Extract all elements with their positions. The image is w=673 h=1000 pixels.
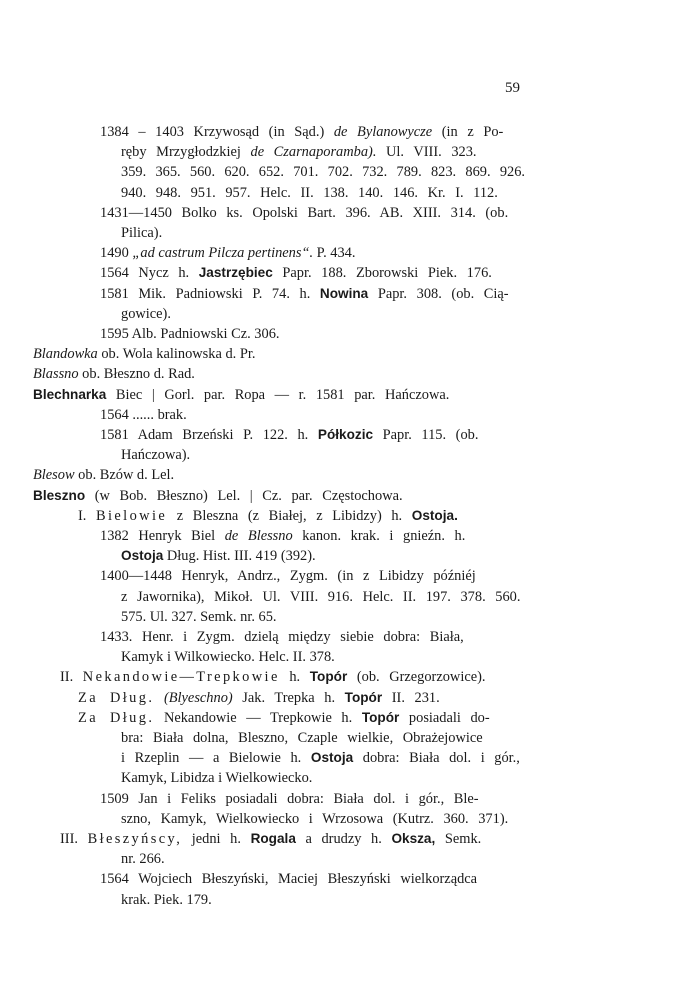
text-run: Nowina — [319, 285, 369, 301]
text-run: de Bylanowycze — [333, 124, 433, 140]
text-line — [33, 344, 255, 364]
text-run: nr. 266. — [121, 851, 165, 868]
text-run: krak. Piek. 179. — [121, 891, 212, 908]
text-run: 1509 Jan i Feliks posiadali dobra: Biała dol. i gór., Ble- — [100, 790, 479, 807]
text-run: Ostoja — [310, 750, 354, 766]
text-line — [100, 566, 476, 586]
text-run: ob. Bzów d. Lel. — [74, 467, 175, 484]
text-run: 1382 Henryk Biel — [100, 528, 225, 544]
text-run: 1595 Alb. Padniowski Cz. 306. — [100, 326, 280, 342]
text-run: Oksza, — [391, 831, 436, 846]
text-run: Bleszno — [33, 487, 86, 503]
text-run: dobra: Biała dol. i gór., — [353, 750, 520, 767]
text-line — [121, 304, 171, 324]
text-run: Półkozic — [317, 427, 374, 442]
text-run: II. — [60, 669, 83, 686]
text-run: Hańczowa). — [121, 447, 191, 464]
text-run: 359. 365. 560. 620. 652. 701. 702. 732. 789. 823. 869. 926. — [121, 164, 525, 181]
text-line — [121, 809, 508, 829]
text-run: gowice). — [121, 305, 171, 322]
text-line — [100, 324, 280, 344]
text-run: Papr. 308. (ob. Cią- — [368, 285, 509, 302]
text-line — [33, 465, 174, 485]
text-run: Blassno — [33, 366, 79, 383]
text-run: Blechnarka — [33, 386, 107, 402]
text-run: Za Dług. — [78, 709, 155, 726]
text-run — [154, 690, 164, 706]
text-run: 1433. Henr. i Zygm. dzielą między siebie dobra: Biała, — [100, 629, 464, 645]
text-run: Bielowie — [96, 507, 168, 524]
text-run: (in z Po- — [432, 124, 504, 140]
text-run: 1581 Mik. Padniowski P. 74. h. — [100, 285, 320, 302]
text-run: bra: Biała dolna, Bleszno, Czaple wielkie, Obrażejowice — [121, 730, 483, 746]
text-run: kanon. krak. i gnieźn. h. — [292, 528, 466, 544]
text-line — [100, 203, 508, 223]
text-run: Topór — [309, 669, 348, 685]
text-line — [100, 425, 478, 445]
text-run: Papr. 115. (ob. — [373, 427, 479, 443]
text-run: ręby Mrzygłodzkiej — [121, 144, 251, 161]
text-run: Jastrzębiec — [198, 265, 273, 281]
text-run: (w Bob. Błeszno) Lel. | Cz. par. Częstochowa. — [85, 487, 403, 504]
text-run: ob. Błeszno d. Rad. — [78, 366, 195, 383]
text-run: Jak. Trepka h. — [232, 689, 345, 706]
text-run: de Blessno — [224, 528, 293, 544]
text-run: P. 434. — [313, 245, 356, 262]
text-run: Kamyk, Libidza i Wielkowiecko. — [121, 770, 313, 787]
text-line — [100, 627, 464, 647]
text-run: Topór — [344, 689, 383, 705]
text-line — [100, 869, 477, 889]
text-run: h. — [279, 669, 310, 686]
text-line — [121, 162, 525, 182]
text-run: Błeszyńscy, — [87, 831, 183, 847]
text-run: Blandowka — [33, 346, 98, 363]
text-run: Nekandowie—Trepkowie — [82, 669, 280, 686]
text-line — [78, 688, 440, 708]
text-run: 1581 Adam Brzeński P. 122. h. — [100, 427, 318, 443]
text-run: Papr. 188. Zborowski Piek. 176. — [272, 265, 492, 282]
text-run: 940. 948. 951. 957. Helc. II. 138. 140. 146. Kr. I. 112. — [121, 184, 498, 201]
text-run: Kamyk i Wilkowiecko. Helc. II. 378. — [121, 649, 335, 666]
text-run: „ad castrum Pilcza pertinens“. — [132, 245, 314, 262]
text-run: de Czarnaporamba). — [250, 144, 377, 161]
text-line — [60, 829, 481, 849]
text-run: I. — [78, 507, 96, 524]
text-line — [121, 183, 498, 203]
text-run: z Jawornika), Mikoł. Ul. VIII. 916. Helc. II. 197. 378. 560. — [121, 588, 521, 605]
text-run: posiadali do- — [399, 709, 490, 726]
text-line — [121, 546, 316, 566]
text-run: 1564 ...... brak. — [100, 406, 187, 423]
text-run: ob. Wola kalinowska d. Pr. — [97, 346, 256, 363]
text-run: Ostoja. — [411, 507, 458, 523]
text-run: Blesow — [33, 467, 75, 484]
text-run: 1564 Nycz h. — [100, 265, 199, 282]
text-line — [121, 445, 190, 465]
text-line — [78, 708, 490, 728]
text-line — [121, 223, 162, 243]
text-run: 1490 — [100, 245, 133, 262]
page-number: 59 — [505, 80, 520, 96]
text-run: 575. Ul. 327. Semk. nr. 65. — [121, 608, 277, 625]
text-line — [100, 405, 187, 425]
text-run: 1400—1448 Henryk, Andrz., Zygm. (in z Libidzy późniéj — [100, 568, 476, 585]
text-run: Pilica). — [121, 225, 163, 241]
text-line — [100, 526, 465, 546]
text-line — [121, 890, 212, 910]
text-run: Za Dług. — [78, 689, 155, 706]
text-line — [121, 587, 520, 607]
text-run: Biec | Gorl. par. Ropa — r. 1581 par. Hańczowa. — [106, 386, 450, 403]
text-run: Dług. Hist. III. 419 (392). — [163, 548, 316, 565]
text-run: (ob. Grzegorzowice). — [347, 669, 486, 686]
text-line — [60, 667, 486, 687]
text-run: (Blyeschno) — [163, 689, 233, 706]
text-run: Ul. VIII. 323. — [376, 144, 477, 161]
text-run: 1564 Wojciech Błeszyński, Maciej Błeszyński wielkorządca — [100, 871, 478, 888]
text-run: Nekandowie — Trepkowie h. — [154, 709, 362, 726]
text-run: 1431—1450 Bolko ks. Opolski Bart. 396. AB. XIII. 314. (ob. — [100, 204, 509, 221]
text-line — [100, 122, 503, 142]
text-line — [121, 728, 483, 748]
text-line — [33, 364, 195, 384]
text-run: i Rzeplin — a Bielowie h. — [121, 750, 311, 767]
text-run: 1384 – 1403 Krzywosąd (in Sąd.) — [100, 124, 334, 140]
text-line — [33, 486, 403, 506]
text-run: II. 231. — [382, 689, 440, 706]
text-line — [121, 142, 477, 162]
text-run: szno, Kamyk, Wielkowiecko i Wrzosowa (Kutrz. 360. 371). — [121, 810, 509, 827]
text-run: Ostoja — [121, 548, 164, 564]
text-line — [121, 768, 312, 788]
text-line — [121, 607, 277, 627]
text-run: jedni h. — [182, 831, 251, 847]
text-run: a drudzy h. — [295, 831, 392, 847]
text-line — [100, 284, 509, 304]
text-run: Semk. — [435, 831, 482, 847]
text-line — [100, 789, 479, 809]
text-line — [121, 647, 335, 667]
text-line — [100, 263, 492, 283]
text-line — [78, 506, 458, 526]
text-line — [100, 243, 355, 263]
text-line — [121, 748, 520, 768]
text-run: z Bleszna (z Białej, z Libidzy) h. — [167, 507, 412, 524]
text-run: Topór — [361, 709, 400, 725]
text-run: Rogala — [250, 831, 296, 846]
text-run: III. — [60, 831, 88, 847]
text-line — [121, 849, 165, 869]
text-line — [33, 385, 449, 405]
